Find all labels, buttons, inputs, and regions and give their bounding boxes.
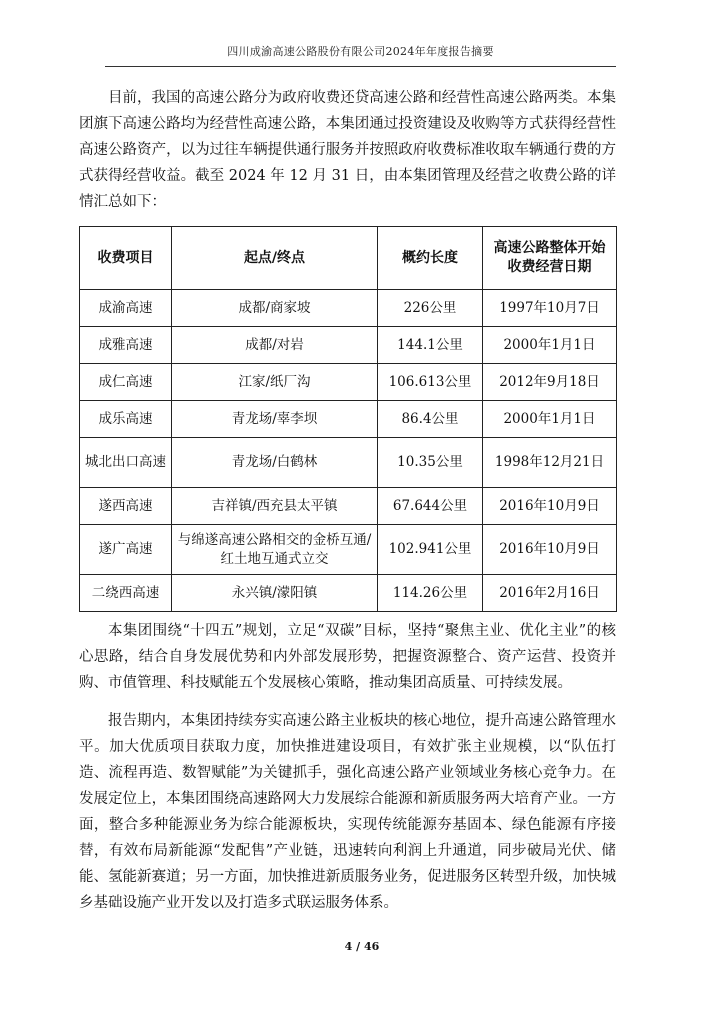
cell-start-date: 2016年2月16日 xyxy=(483,575,617,612)
cell-project: 遂广高速 xyxy=(80,525,172,575)
cell-start-date: 2000年1月1日 xyxy=(483,327,617,364)
header-length: 概约长度 xyxy=(378,227,483,290)
cell-endpoints: 与绵遂高速公路相交的金桥互通/红土地互通式立交 xyxy=(172,525,378,575)
cell-length: 106.613公里 xyxy=(378,364,483,401)
cell-project: 遂西高速 xyxy=(80,488,172,525)
cell-endpoints: 青龙场/白鹤林 xyxy=(172,438,378,488)
cell-endpoints: 成都/商家坡 xyxy=(172,290,378,327)
table-row xyxy=(80,327,617,364)
cell-project: 成渝高速 xyxy=(80,290,172,327)
cell-length: 10.35公里 xyxy=(378,438,483,488)
table-row xyxy=(80,575,617,612)
header-start-date: 高速公路整体开始收费经营日期 xyxy=(483,227,617,290)
strategy-paragraph: 本集团围绕“十四五”规划，立足“双碳”目标，坚持“聚焦主业、优化主业”的核心思路，结合自身发展优势和内外部发展形势，把握资源整合、资产运营、投资并购、市值管理、科技赋能五个发展核心策略，推动集团高质量、可持续发展。 xyxy=(79,623,616,691)
cell-endpoints: 永兴镇/濛阳镇 xyxy=(172,575,378,612)
table-row xyxy=(80,488,617,525)
table-row xyxy=(80,401,617,438)
cell-project: 成乐高速 xyxy=(80,401,172,438)
cell-endpoints: 青龙场/辜李坝 xyxy=(172,401,378,438)
cell-length: 67.644公里 xyxy=(378,488,483,525)
header-project: 收费项目 xyxy=(80,227,172,290)
header-divider xyxy=(105,66,616,67)
cell-project: 成仁高速 xyxy=(80,364,172,401)
cell-length: 102.941公里 xyxy=(378,525,483,575)
page-header: 四川成渝高速公路股份有限公司2024年年度报告摘要 xyxy=(227,45,494,58)
page-number: 4 / 46 xyxy=(344,940,380,953)
cell-start-date: 2016年10月9日 xyxy=(483,525,617,575)
header-endpoints: 起点/终点 xyxy=(172,227,378,290)
cell-length: 144.1公里 xyxy=(378,327,483,364)
cell-start-date: 1998年12月21日 xyxy=(483,438,617,488)
intro-paragraph: 目前，我国的高速公路分为政府收费还贷高速公路和经营性高速公路两类。本集团旗下高速公路均为经营性高速公路，本集团通过投资建设及收购等方式获得经营性高速公路资产，以为过往车辆提供通行服务并按照政府收费标准收取车辆通行费的方式获得经营收益。截至 2024 年 12 月 31 日，由本集团管理及经营之收费公路的详情汇总如下： xyxy=(79,90,616,210)
cell-endpoints: 吉祥镇/西充县太平镇 xyxy=(172,488,378,525)
table-row xyxy=(80,438,617,488)
cell-endpoints: 江家/纸厂沟 xyxy=(172,364,378,401)
cell-length: 226公里 xyxy=(378,290,483,327)
cell-endpoints: 成都/对岩 xyxy=(172,327,378,364)
table-row xyxy=(80,525,617,575)
cell-start-date: 2016年10月9日 xyxy=(483,488,617,525)
table-row xyxy=(80,290,617,327)
cell-project: 成雅高速 xyxy=(80,327,172,364)
cell-start-date: 1997年10月7日 xyxy=(483,290,617,327)
report-period-paragraph: 报告期内，本集团持续夯实高速公路主业板块的核心地位，提升高速公路管理水平。加大优质项目获取力度，加快推进建设项目，有效扩张主业规模，以“队伍打造、流程再造、数智赋能”为关键抓手，强化高速公路产业领域业务核心竞争力。在发展定位上，本集团围绕高速路网大力发展综合能源和新质服务两大培育产业。一方面，整合多种能源业务为综合能源板块，实现传统能源夯基固本、绿色能源有序接替，有效布局新能源“发配售”产业链，迅速转向利润上升通道，同步破局光伏、储能、氢能新赛道；另一方面，加快推进新质服务业务，促进服务区转型升级，加快城乡基础设施产业开发以及打造多式联运服务体系。 xyxy=(79,713,616,911)
cell-length: 86.4公里 xyxy=(378,401,483,438)
cell-length: 114.26公里 xyxy=(378,575,483,612)
cell-project: 城北出口高速 xyxy=(80,438,172,488)
table-row xyxy=(80,364,617,401)
cell-start-date: 2000年1月1日 xyxy=(483,401,617,438)
table-header-row xyxy=(80,227,617,290)
cell-start-date: 2012年9月18日 xyxy=(483,364,617,401)
cell-project: 二绕西高速 xyxy=(80,575,172,612)
toll-road-table xyxy=(79,226,617,612)
